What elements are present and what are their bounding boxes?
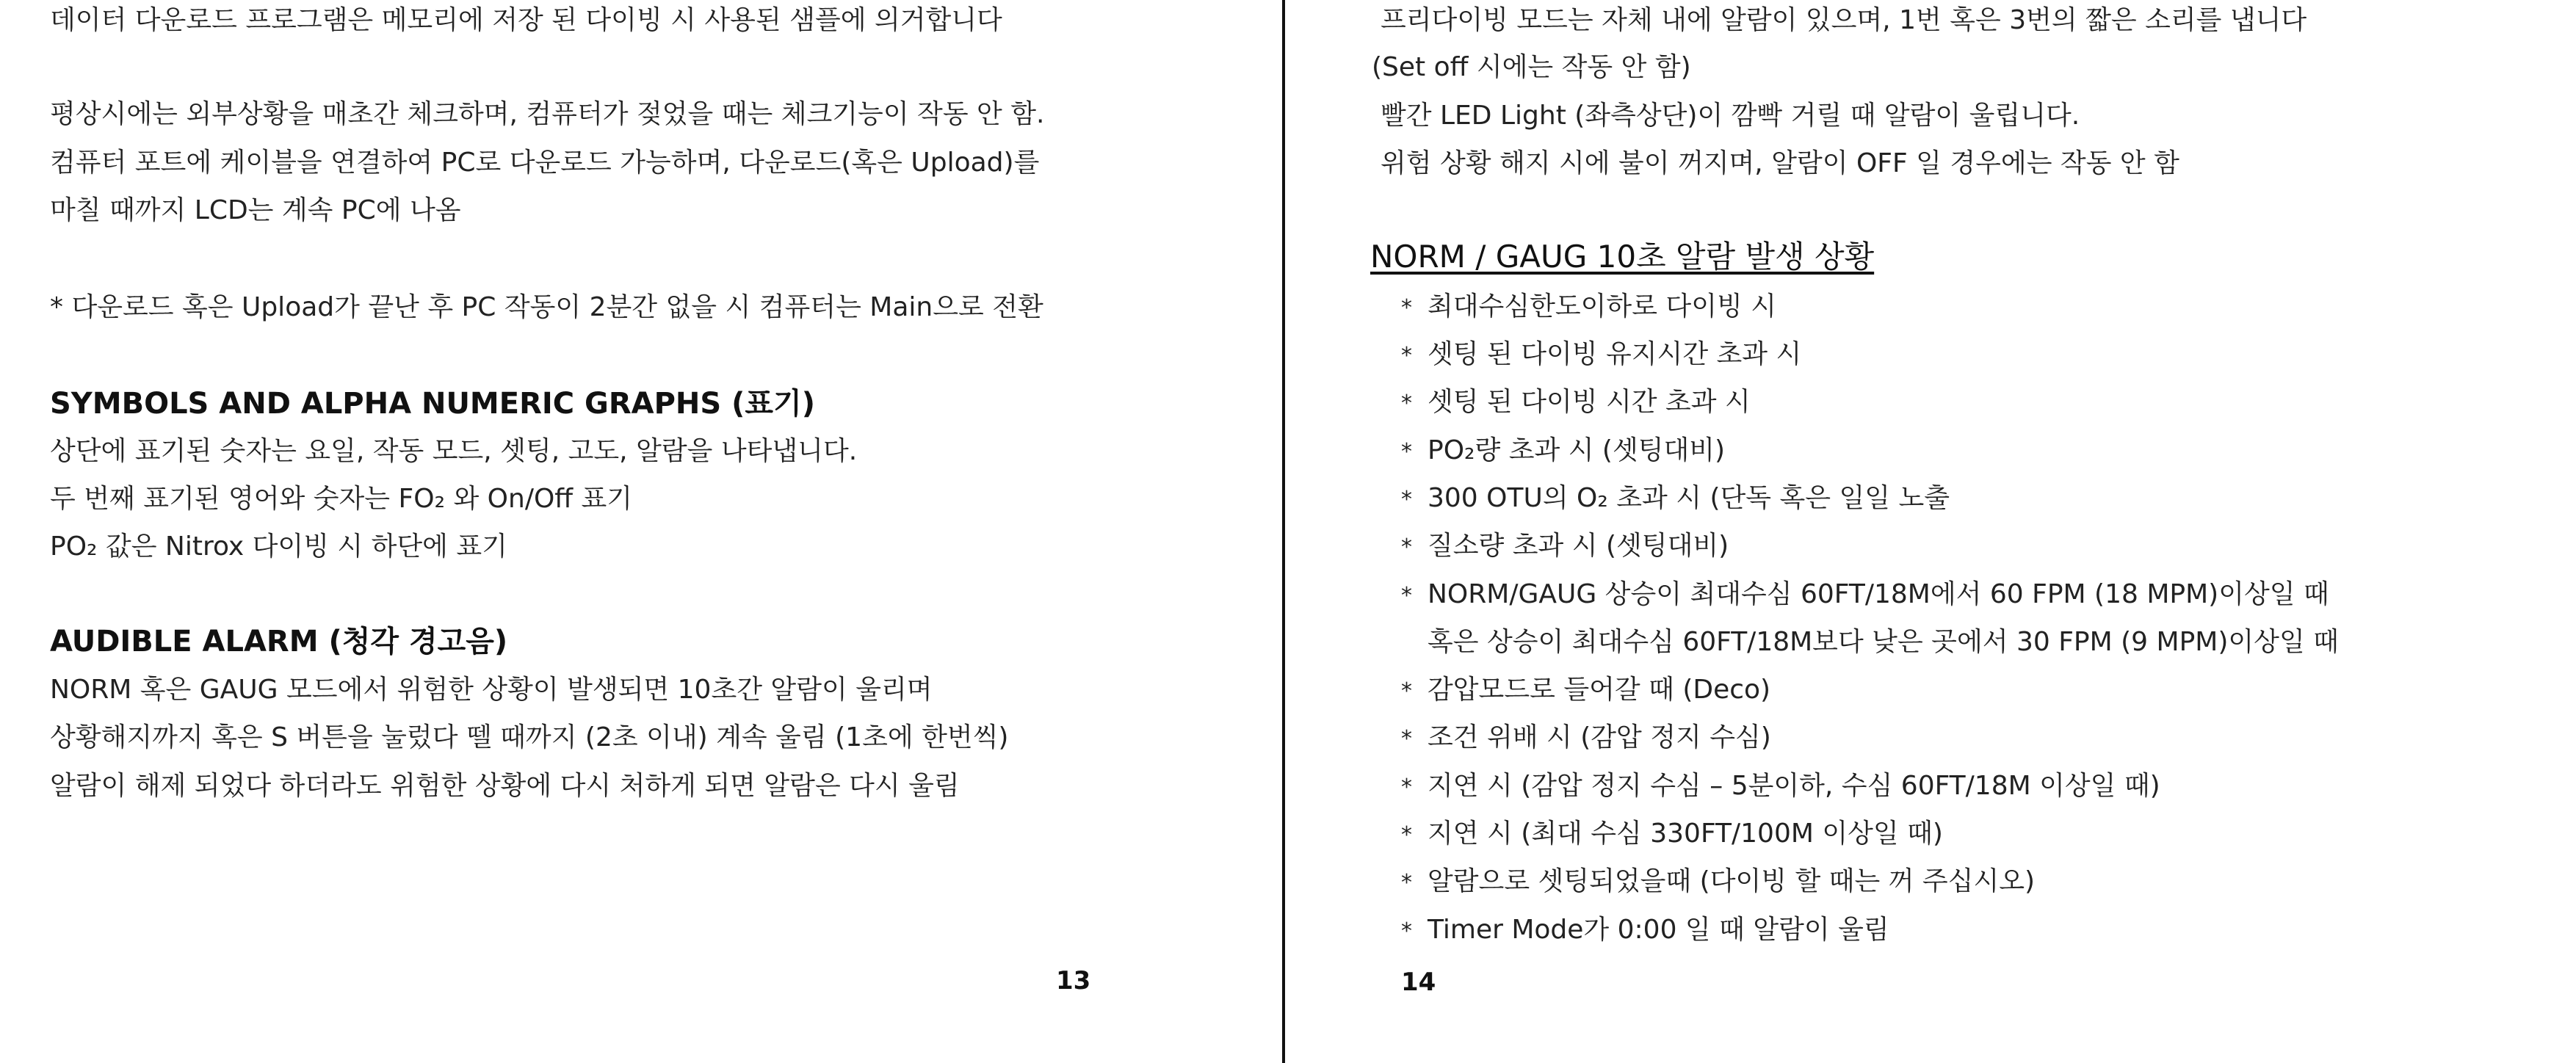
bullet-mark-icon: * bbox=[1401, 295, 1412, 321]
paragraph-line: PO₂ 값은 Nitrox 다이빙 시 하단에 표기 bbox=[50, 532, 507, 562]
bullet-item: * 300 OTU의 O₂ 초과 시 (단독 혹은 일일 노출 bbox=[1401, 482, 1993, 516]
paragraph-line: 빨간 LED Light (좌측상단)이 깜빡 거릴 때 알람이 울립니다. bbox=[1381, 101, 2080, 131]
bullet-item: * 셋팅 된 다이빙 유지시간 초과 시 bbox=[1401, 338, 1801, 372]
bullet-item-continuation: 혹은 상승이 최대수심 60FT/18M보다 낮은 곳에서 30 FPM (9 MPM)이상일 때 bbox=[1428, 627, 2339, 657]
bullet-item: * 질소량 초과 시 (셋팅대비) bbox=[1401, 530, 1729, 564]
paragraph-line: 알람이 해제 되었다 하더라도 위험한 상황에 다시 처하게 되면 알람은 다시 울림 bbox=[50, 771, 960, 801]
bullet-mark-icon: * bbox=[1401, 774, 1412, 800]
bullet-item: * 감압모드로 들어갈 때 (Deco) bbox=[1401, 674, 1770, 708]
bullet-mark-icon: * bbox=[1401, 726, 1412, 752]
bullet-item: * 조건 위배 시 (감압 정지 수심) bbox=[1401, 722, 1771, 755]
bullet-item: * PO₂량 초과 시 (셋팅대비) bbox=[1401, 435, 1725, 468]
bullet-item: * 지연 시 (감압 정지 수심 – 5분이하, 수심 60FT/18M 이상일 때) bbox=[1401, 770, 2160, 804]
bullet-item: * NORM/GAUG 상승이 최대수심 60FT/18M에서 60 FPM (18 MPM)이상일 때 bbox=[1401, 578, 2329, 612]
bullet-mark-icon: * bbox=[1401, 534, 1412, 560]
bullet-mark-icon: * bbox=[1401, 678, 1412, 704]
paragraph-line: 프리다이빙 모드는 자체 내에 알람이 있으며, 1번 혹은 3번의 짧은 소리를 냅니다 bbox=[1381, 5, 2307, 35]
note-line: * 다운로드 혹은 Upload가 끝난 후 PC 작동이 2분간 없을 시 컴퓨터는 Main으로 전환 bbox=[50, 292, 1043, 322]
page-number: 13 bbox=[1056, 966, 1091, 995]
paragraph-line: NORM 혹은 GAUG 모드에서 위험한 상황이 발생되면 10초간 알람이 울리며 bbox=[50, 675, 933, 705]
right-page bbox=[1287, 0, 2576, 1063]
symbols-heading: SYMBOLS AND ALPHA NUMERIC GRAPHS (표기) bbox=[50, 387, 815, 421]
norm-gaug-alarm-heading: NORM / GAUG 10초 알람 발생 상황 bbox=[1370, 239, 1875, 275]
paragraph-line: 두 번째 표기된 영어와 숫자는 FO₂ 와 On/Off 표기 bbox=[50, 484, 633, 514]
bullet-mark-icon: * bbox=[1401, 343, 1412, 369]
bullet-item: * 최대수심한도이하로 다이빙 시 bbox=[1401, 291, 1776, 324]
bullet-item: * Timer Mode가 0:00 일 때 알람이 울림 bbox=[1401, 914, 1889, 948]
bullet-item: * 알람으로 셋팅되었을때 (다이빙 할 때는 꺼 주십시오) bbox=[1401, 866, 2035, 899]
paragraph-line: (Set off 시에는 작동 안 함) bbox=[1372, 52, 1691, 82]
bullet-mark-icon: * bbox=[1401, 918, 1412, 944]
paragraph-line: 상단에 표기된 숫자는 요일, 작동 모드, 셋팅, 고도, 알람을 나타냅니다. bbox=[50, 436, 858, 466]
paragraph-line: 평상시에는 외부상황을 매초간 체크하며, 컴퓨터가 젖었을 때는 체크기능이 작동 안 함. bbox=[50, 99, 1045, 129]
bullet-item: * 지연 시 (최대 수심 330FT/100M 이상일 때) bbox=[1401, 818, 1943, 852]
paragraph-line: 위험 상황 해지 시에 불이 꺼지며, 알람이 OFF 일 경우에는 작동 안 함 bbox=[1381, 148, 2179, 178]
page-divider bbox=[1282, 0, 1285, 1063]
bullet-mark-icon: * bbox=[1401, 822, 1412, 848]
bullet-mark-icon: * bbox=[1401, 439, 1412, 465]
paragraph-line: 마칠 때까지 LCD는 계속 PC에 나옴 bbox=[50, 195, 461, 225]
bullet-mark-icon: * bbox=[1401, 870, 1412, 896]
bullet-mark-icon: * bbox=[1401, 583, 1412, 609]
paragraph-line: 컴퓨터 포트에 케이블을 연결하여 PC로 다운로드 가능하며, 다운로드(혹은 Upload)를 bbox=[50, 148, 1040, 178]
audible-alarm-heading: AUDIBLE ALARM (청각 경고음) bbox=[50, 625, 508, 659]
bullet-mark-icon: * bbox=[1401, 391, 1412, 416]
page-number: 14 bbox=[1401, 968, 1436, 997]
left-page bbox=[0, 0, 1284, 1063]
paragraph-line: 상황해지까지 혹은 S 버튼을 눌렀다 뗄 때까지 (2초 이내) 계속 울림 (1초에 한번씩) bbox=[50, 722, 1009, 752]
paragraph-line: 데이터 다운로드 프로그램은 메모리에 저장 된 다이빙 시 사용된 샘플에 의거합니다 bbox=[50, 5, 1002, 35]
bullet-mark-icon: * bbox=[1401, 487, 1412, 512]
bullet-item: * 셋팅 된 다이빙 시간 초과 시 bbox=[1401, 386, 1751, 420]
